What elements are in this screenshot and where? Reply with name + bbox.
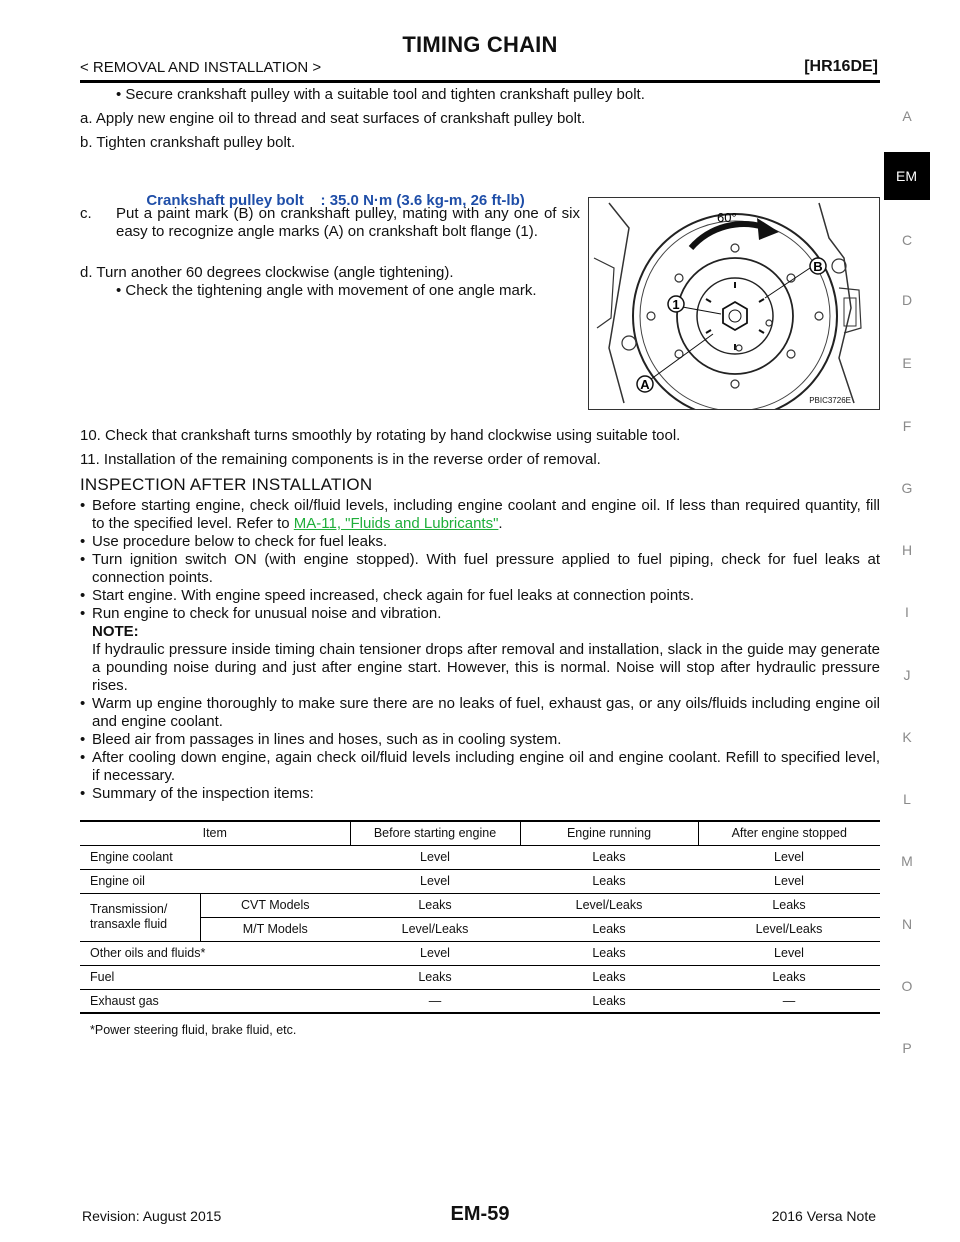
side-index-n[interactable]: N [901, 916, 913, 932]
side-index-p[interactable]: P [902, 1040, 912, 1056]
vehicle-model: 2016 Versa Note [771, 1208, 876, 1224]
torque-spec-name: Crankshaft pulley bolt [146, 192, 304, 209]
inspection-heading: INSPECTION AFTER INSTALLATION [80, 475, 373, 494]
torque-spec-value: : 35.0 N·m (3.6 kg-m, 26 ft-lb) [320, 192, 525, 209]
side-index-k[interactable]: K [902, 729, 912, 745]
inspection-summary-table [80, 820, 880, 1014]
note-text: If hydraulic pressure inside timing chain tensioner drops after removal and installation, slack in the guide may generate a pounding noise during and just after engine start. However, this is normal. Noise will stop after hydraulic pressure rises. [92, 641, 880, 694]
side-index-e[interactable]: E [902, 355, 912, 371]
ma-11-link[interactable]: MA-11, "Fluids and Lubricants" [293, 515, 499, 532]
crankshaft-pulley-figure [588, 197, 880, 410]
side-index-h[interactable]: H [901, 542, 913, 558]
side-index-j[interactable]: J [903, 667, 911, 683]
table-header-before: Before starting engine [350, 821, 520, 845]
figure-label-1: 1 [672, 297, 680, 312]
header-rule [80, 80, 880, 83]
side-index-f[interactable]: F [902, 418, 912, 434]
note-label: NOTE: [92, 623, 139, 640]
step-d-bullet: • Check the tightening angle with movement of one angle mark. [116, 282, 537, 299]
inspection-bullet-9: Summary of the inspection items: [92, 785, 314, 802]
table-row: Transmission/ transaxle fluid CVT Models Leaks Level/Leaks Leaks [80, 893, 880, 917]
side-index-l[interactable]: L [903, 791, 911, 807]
table-footnote: *Power steering fluid, brake fluid, etc. [90, 1023, 297, 1037]
table-header-after: After engine stopped [698, 821, 880, 845]
side-index-m[interactable]: M [901, 853, 913, 869]
side-index-o[interactable]: O [901, 978, 913, 994]
table-row: Exhaust gas — Leaks — [80, 989, 880, 1013]
torque-spec [138, 175, 525, 209]
inspection-bullet-3: Turn ignition switch ON (with engine stopped). With fuel pressure applied to fuel piping, check for fuel leaks at connection points. [92, 551, 880, 586]
table-row: Fuel Leaks Leaks Leaks [80, 965, 880, 989]
inspection-bullet-2: Use procedure below to check for fuel leaks. [92, 533, 388, 550]
table-row: Engine oil Level Leaks Level [80, 869, 880, 893]
table-row: Engine coolant Level Leaks Level [80, 845, 880, 869]
inspection-bullet-7: Bleed air from passages in lines and hoses, such as in cooling system. [92, 731, 562, 748]
figure-angle-label: 60° [717, 210, 737, 225]
figure-label-a: A [640, 377, 650, 392]
table-row: M/T Models Level/Leaks Leaks Level/Leaks [80, 917, 880, 941]
step-b: b. Tighten crankshaft pulley bolt. [80, 134, 296, 151]
table-header-row [80, 821, 880, 845]
step-10: 10. Check that crankshaft turns smoothly by rotating by hand clockwise using suitable tool. [80, 427, 681, 444]
side-index-i[interactable]: I [905, 604, 909, 620]
step-a: a. Apply new engine oil to thread and seat surfaces of crankshaft pulley bolt. [80, 110, 586, 127]
inspection-bullet-6: Warm up engine thoroughly to make sure there are no leaks of fuel, exhaust gas, or any oils/fluids including engine oil and engine coolant. [92, 695, 880, 730]
figure-code: PBIC3726E [809, 396, 851, 405]
engine-code: [HR16DE] [804, 58, 878, 75]
table-header-item: Item [202, 826, 227, 841]
side-index-a[interactable]: A [902, 108, 912, 124]
section-label: < REMOVAL AND INSTALLATION > [80, 59, 322, 76]
page-number: EM-59 [450, 1203, 510, 1225]
inspection-bullet-8: After cooling down engine, again check oil/fluid levels including engine oil and engine coolant. Refill to specified level, if necessary. [92, 749, 880, 784]
table-header-running: Engine running [520, 821, 698, 845]
side-index-g[interactable]: G [901, 480, 913, 496]
side-index-em[interactable]: EM [884, 152, 930, 200]
side-index-c[interactable]: C [901, 232, 913, 248]
transmission-label: Transmission/ transaxle fluid [80, 893, 200, 941]
table-row: Other oils and fluids* Level Leaks Level [80, 941, 880, 965]
step-c: Put a paint mark (B) on crankshaft pulley, mating with any one of six easy to recognize angle marks (A) on crankshaft bolt flange (1). [116, 205, 580, 240]
inspection-bullet-4: Start engine. With engine speed increased, check again for fuel leaks at connection points. [92, 587, 695, 604]
inspection-bullet-5: Run engine to check for unusual noise and vibration. [92, 605, 442, 622]
step-c-marker: c. [80, 205, 92, 222]
step-secure-bullet: • Secure crankshaft pulley with a suitable tool and tighten crankshaft pulley bolt. [116, 86, 645, 103]
step-d: d. Turn another 60 degrees clockwise (angle tightening). [80, 264, 454, 281]
page-title: TIMING CHAIN [402, 32, 558, 57]
figure-label-b: B [813, 259, 823, 274]
step-11: 11. Installation of the remaining components is in the reverse order of removal. [80, 451, 601, 468]
revision-date: Revision: August 2015 [82, 1208, 222, 1224]
inspection-bullet-1: Before starting engine, check oil/fluid levels, including engine coolant and engine oil. If less than required quantity, fill to the specified level. Refer to MA-11, "Fluids and Lubricants". [92, 497, 880, 532]
side-index-d[interactable]: D [901, 292, 913, 308]
crankshaft-pulley-diagram [589, 198, 880, 410]
